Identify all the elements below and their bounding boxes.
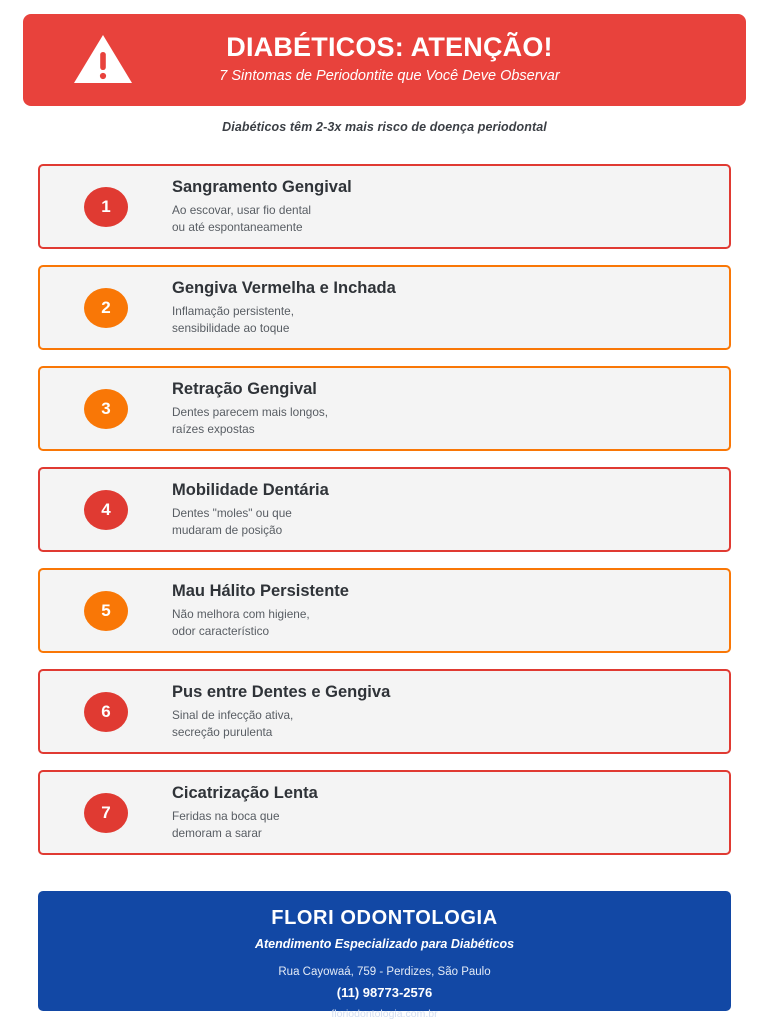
symptom-title-6: Pus entre Dentes e Gengiva xyxy=(172,682,391,701)
symptom-card-1 xyxy=(38,164,731,249)
clinic-name: FLORI ODONTOLOGIA xyxy=(271,907,498,929)
clinic-address: Rua Cayowaá, 759 - Perdizes, São Paulo xyxy=(278,966,491,979)
symptom-desc-5 xyxy=(172,606,711,640)
header-title: DIABÉTICOS: ATENÇÃO! xyxy=(226,32,553,63)
symptom-desc-line2-2: sensibilidade ao toque xyxy=(172,321,290,336)
symptom-desc-line1-4: Dentes "moles" ou que xyxy=(172,506,292,521)
symptom-title-4: Mobilidade Dentária xyxy=(172,480,329,499)
clinic-tagline: Atendimento Especializado para Diabéticos xyxy=(254,937,515,951)
symptom-card-7 xyxy=(38,770,731,855)
badge-wrap-5 xyxy=(40,591,172,631)
header-subtitle: 7 Sintomas de Periodontite que Você Deve Observar xyxy=(219,68,560,85)
symptom-title-2: Gengiva Vermelha e Inchada xyxy=(172,278,396,297)
symptom-card-2 xyxy=(38,265,731,350)
symptom-list xyxy=(38,164,731,871)
badge-wrap-7 xyxy=(40,793,172,833)
symptom-body-2 xyxy=(172,278,729,338)
symptom-title-3: Retração Gengival xyxy=(172,379,317,398)
badge-wrap-2 xyxy=(40,288,172,328)
symptom-body-1 xyxy=(172,177,729,237)
footer-contact-block xyxy=(38,891,731,1021)
symptom-number-badge-3: 3 xyxy=(84,389,128,429)
badge-wrap-3 xyxy=(40,389,172,429)
symptom-card-5 xyxy=(38,568,731,653)
symptom-desc-4 xyxy=(172,505,711,539)
symptom-desc-line2-3: raízes expostas xyxy=(172,422,255,437)
symptom-desc-line1-2: Inflamação persistente, xyxy=(172,304,294,319)
symptom-number-badge-7: 7 xyxy=(84,793,128,833)
header-banner xyxy=(23,14,746,106)
symptom-title-7: Cicatrização Lenta xyxy=(172,783,318,802)
header-text-block xyxy=(183,32,746,88)
symptom-desc-line2-1: ou até espontaneamente xyxy=(172,220,303,235)
symptom-title-5: Mau Hálito Persistente xyxy=(172,581,349,600)
symptom-number-badge-2: 2 xyxy=(84,288,128,328)
clinic-phone[interactable]: (11) 98773-2576 xyxy=(336,985,433,1001)
symptom-body-3 xyxy=(172,379,729,439)
symptom-desc-3 xyxy=(172,404,711,438)
symptom-desc-line2-5: odor característico xyxy=(172,624,270,639)
symptom-desc-2 xyxy=(172,303,711,337)
symptom-card-3 xyxy=(38,366,731,451)
badge-wrap-4 xyxy=(40,490,172,530)
badge-wrap-1 xyxy=(40,187,172,227)
symptom-desc-line1-6: Sinal de infecção ativa, xyxy=(172,708,294,723)
symptom-desc-line2-7: demoram a sarar xyxy=(172,826,262,841)
symptom-desc-6 xyxy=(172,707,711,741)
symptom-number-badge-4: 4 xyxy=(84,490,128,530)
symptom-desc-line1-3: Dentes parecem mais longos, xyxy=(172,405,329,420)
symptom-number-badge-5: 5 xyxy=(84,591,128,631)
badge-wrap-6 xyxy=(40,692,172,732)
symptom-title-1: Sangramento Gengival xyxy=(172,177,352,196)
symptom-desc-1 xyxy=(172,202,711,236)
symptom-desc-line1-5: Não melhora com higiene, xyxy=(172,607,310,622)
symptom-number-badge-6: 6 xyxy=(84,692,128,732)
symptom-card-4 xyxy=(38,467,731,552)
symptom-body-5 xyxy=(172,581,729,641)
symptom-number-badge-1: 1 xyxy=(84,187,128,227)
warning-triangle-icon xyxy=(72,33,134,87)
symptom-desc-7 xyxy=(172,808,711,842)
symptom-desc-line2-4: mudaram de posição xyxy=(172,523,283,538)
symptom-body-4 xyxy=(172,480,729,540)
stat-line: Diabéticos têm 2-3x mais risco de doença periodontal xyxy=(222,120,547,134)
warning-icon-wrap xyxy=(23,33,183,87)
symptom-desc-line2-6: secreção purulenta xyxy=(172,725,273,740)
symptom-desc-line1-1: Ao escovar, usar fio dental xyxy=(172,203,312,218)
clinic-website[interactable]: floriodontologia.com.br xyxy=(331,1008,438,1021)
symptom-body-7 xyxy=(172,783,729,843)
symptom-body-6 xyxy=(172,682,729,742)
symptom-desc-line1-7: Feridas na boca que xyxy=(172,809,280,824)
symptom-card-6 xyxy=(38,669,731,754)
